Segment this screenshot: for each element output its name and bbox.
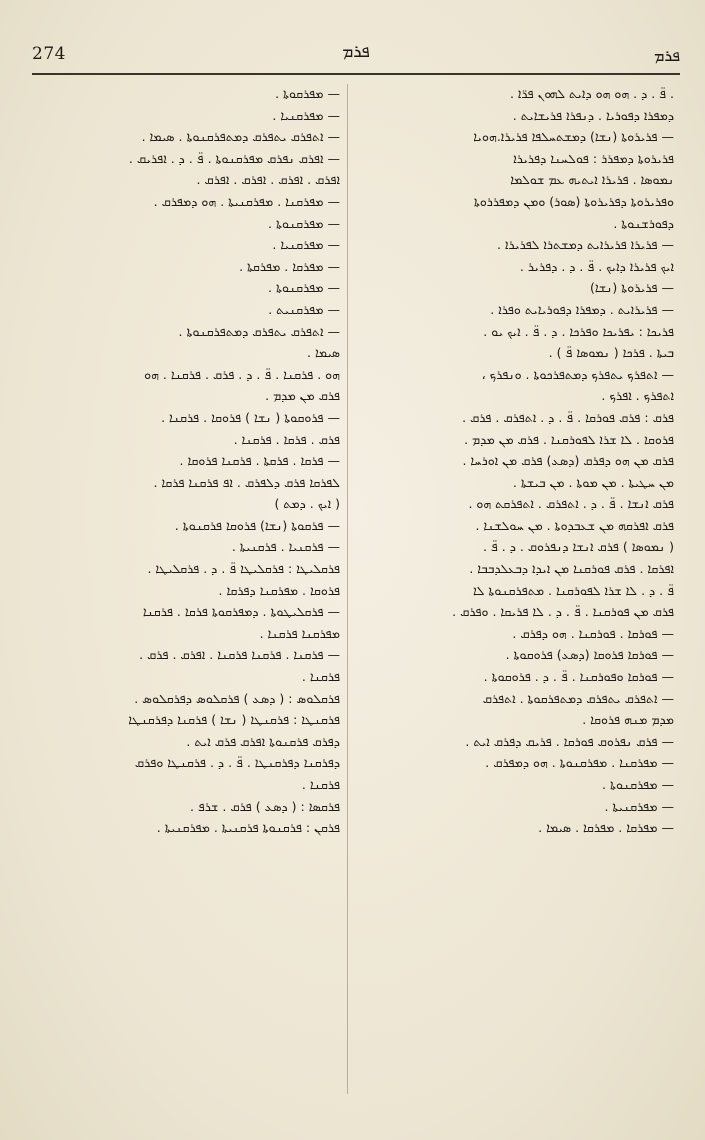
right-column-line: — ܦܘܪܩܐ . ܦܘܪܩܢܐ . ܗܘ ܕܦܪܩ . (512, 625, 674, 641)
right-column-line: — ܦܘܪܩܐ ܦܪܘܩܐ (ܕܣܥ) ܦܪܘܩܘܬܐ . (505, 647, 674, 663)
right-column-line: ܡܕܡ ܡܢܗ ܦܪܘܩܐ . (582, 712, 674, 728)
left-column-line: ܦܪܩܠܘܣ : ( ܕܣܥ ) ܦܪܩܠܘܣ ܕܦܪܩܠܘܣ . (134, 690, 340, 706)
column-divider (347, 84, 348, 1094)
right-column-line: ܐܦܪܩܐ . ܦܪܩ ܦܘܪܩܢܐ ܡܢ ܐܝܕܐ ܕܒܥܠܕܒܒܐ . (469, 561, 674, 577)
right-column-line: — ܡܦܪܩܐ . ܡܦܪܩܐ . ܣܝܡܐ . (538, 820, 674, 836)
left-column-line: ܕܦܪܩ ܦܪܩܢܘܬܐ ܐܦܪܩ ܦܪܩ ܐܝܬ . (186, 733, 340, 749)
right-column-line: ܢܡܘܣܐ . ܦܪܝܪܐ ܐܝܬܝܗ ܥܡ ܫܘܠܡܐ (510, 172, 674, 188)
right-column-line: ܦܪܩ : ܦܪܩ ܦܘܪܩܐ . ܦ̈ . ܕ . ܐܬܦܪܩ . ܦܪܩ . (462, 409, 674, 425)
left-column-line: — ܡܦܪܩܢܝܐ . (272, 237, 340, 253)
right-column-line: ܦܪܝܪܘܬܐ ܕܡܦܪܪ : ܦܘܠܚܢܐ ܕܦܪܝܪܐ (513, 150, 674, 166)
right-column-line: ( ܢܡܘܣܐ ) ܦܪܩ ܐܢܫܐ ܕܢܦܪܘܩ . ܕ . ܦ̈ . (482, 539, 674, 555)
right-column-line: ܦܪܩ ܡܢ ܦܘܪܩܢܐ . ܦ̈ . ܕ . ܠܐ ܦܪܝܩܐ . ܘܦܪܩ . (452, 604, 674, 620)
left-column-line: — ܦܪܩܐ . ܦܪܩܬܐ . ܦܪܩܢܐ ܦܪܘܩܐ . (179, 453, 340, 469)
left-column-line: ܦܪܩܠܝܛܐ : ܦܪܩܠܝܛܐ ܦ̈ . ܕ . ܦܪܩܠܝܛܐ . (147, 561, 340, 577)
left-column-line: — ܡܦܪܩܢܝܐ . (272, 107, 340, 123)
right-column-line: ܕܦܘܪܫܢܘܬܐ . (613, 215, 674, 231)
right-column-line: ܦܪܘܩܐ . ܠܐ ܫܪܐ ܠܦܘܪܩܢܐ . ܦܪܩ ܡܢ ܡܕܡ . (464, 431, 674, 447)
right-column-line: — ܡܦܪܩܢܘܬܐ . (602, 777, 674, 792)
left-column-line: — ܐܦܪܩ ܢܦܪܩ ܡܦܪܩܢܘܬܐ . ܦ̈ . ܕ . ܐܦܪܝܩ . (128, 150, 340, 166)
right-column-line: — ܦܪܩ ܢܦܪܘܩ ܦܘܪܩܐ . ܦܪܝܩ ܕܦܪܩ ܐܝܬ . (465, 733, 674, 749)
left-column-line: ܐܦܪܩ . ܐܦܪܩ . ܐܦܪܩ . ܐܦܪܩ . (196, 172, 340, 188)
left-column (28, 84, 340, 840)
left-column-line: ܣܝܡܐ . (307, 345, 340, 361)
center-running-word: ܦܪܡ (342, 42, 370, 62)
left-column-line: — ܡܦܪܩܢܘܬܐ . (268, 280, 340, 296)
left-column-line: — ܡܦܪܩܢܐ . ܡܦܪܩܢܝܬܐ . ܗܘ ܕܡܦܪܩ . (153, 193, 340, 209)
right-column-line: ܡܢ ܚܛܝܬܐ . ܡܢ ܡܘܬܐ . ܡܢ ܒܝܫܬܐ . (512, 474, 674, 490)
left-column-line: — ܦܪܘܩܘܬܐ ( ܢܫܐ ) ܦܪܘܩܐ . ܦܪܩܢܐ . (161, 409, 340, 425)
right-column-line: . ܦ̈ . ܕ . ܗܘ ܗܘ ܕܐܝܬ ܠܗܘܢ ܦܪ̈ܐ . (509, 86, 674, 101)
right-column-line: — ܦܘܪܩܐ ܘܦܘܪܩܢܐ . ܦ̈ . ܕ . ܦܪܘܩܘܬܐ . (483, 669, 674, 685)
left-column-line: ܗܘ . ܦܪܩܢܐ . ܦ̈ . ܕ . ܦܪܩ . ܦܪܩܢܐ . ܗܘ (144, 366, 340, 382)
right-column-line: — ܐܬܦܪܟ ܝܬܦܪܟ ܕܡܬܦܪܟܘܬܐ . ܘܢܦܪܟ ، (481, 366, 674, 382)
left-column-line: ܦܪܩܢܛܐ : ܦܪܩܢܛܐ ( ܢܫܐ ) ܦܪܩܢܐ ܕܦܪܩܢܛܐ (128, 712, 340, 728)
right-column-line: — ܐܬܦܪܩ ܝܬܦܪܩ ܕܡܬܦܪܩܘܬܐ . ܐܬܦܪܩ (482, 690, 674, 706)
left-column-line: — ܡܦܪܩܢܘܬܐ . (268, 215, 340, 231)
right-column-line: ܒܝܬܐ . ܦܪܟܐ ( ܢܡܘܣܐ ܦ̈ ) . (548, 345, 674, 361)
left-column-line: ܕܦܪܩܢܐ ܕܦܪܩܢܛܐ . ܦ̈ . ܕ . ܦܪܩܢܛܐ ܘܦܪܩ (134, 755, 340, 771)
right-column-line: ܦ̈ . ܕ . ܠܐ ܫܪܐ ܠܦܘܪܩܢܐ . ܡܬܦܪܩܢܘܬܐ ܠܐ (472, 582, 674, 598)
right-column-line: ܕܡܦܪܐ ܕܦܘܪܝܐ . ܕܢܦܪܐ ܦܪܝܫܐܝܬ . (512, 107, 674, 123)
page-number: 274 (32, 44, 66, 64)
right-column-line: — ܡܦܪܩܢܝܬܐ . (604, 798, 674, 814)
right-column-line: ܦܪܩ ܐܢܫܐ . ܦ̈ . ܕ . ܐܬܦܪܩ . ܐܬܦܪܩܬ ܗܘ . (468, 496, 674, 512)
running-head: ܦܪܡ (654, 46, 680, 65)
right-column-line: — ܦܪܝܪܘܬܐ (ܢܫܐ) (590, 280, 674, 296)
left-column-line: — ܐܬܦܪܩ ܝܬܦܪܩ ܕܡܬܦܪܩܢܘܬܐ . ܣܝܡܐ . (141, 129, 340, 145)
right-column-line: — ܦܪܝܪܐܝܬ . ܕܡܦܪܐ ܕܦܘܪܝܐܝܬ ܘܦܪܐ . (490, 301, 674, 317)
left-column-line: ܦܪܩܢܐ . (301, 777, 340, 792)
left-column-line: — ܡܦܪܩܐ . ܡܦܪܩܬܐ . (239, 258, 340, 274)
left-column-line: — ܡܦܪܩܘܬܐ . (275, 86, 340, 101)
right-column-line: ܦܪܩ ܡܢ ܗܘ ܕܦܪܩ (ܕܣܥ) ܦܪܩ ܡܢ ܐܘܪܚܐ . (462, 453, 674, 469)
right-column-line: ܦܪܝܟܐ : ܝܦܪܝܟܐ ܘܦܪܟܐ . ܕ . ܦ̈ . ܐܝܟ ܝܘ . (483, 323, 674, 339)
right-column-line: ܐܬܦܪܟ . ܐܦܪܟ . (601, 388, 674, 404)
left-column-line: ܦܪܩܣܐ : ( ܕܣܥ ) ܦܪܩ . ܫܪܦ . (189, 798, 340, 814)
left-column-line: ܦܪܩܢܐ . (301, 669, 340, 685)
right-column-line: ܘܦܪܝܪܘܬܐ ܕܦܪܝܪܘܬܐ (ܣܘܪ) ܘܡܢ ܕܡܦܪܪܘܬܐ (473, 193, 674, 209)
left-column-line: — ܦܪܩܘܬܐ (ܢܫܐ) ܦܪܘܩܐ ܦܪܩܢܘܬܐ . (174, 517, 340, 533)
left-column-line: ܠܦܪܩܐ ܦܪܩ ܕܠܦܪܩ . ܐܦ ܦܪܩܢܐ ܦܪܩܐ . (153, 474, 340, 490)
left-column-line: ܡܦܪܩܢܐ ܦܪܩܢܐ . (259, 625, 340, 641)
right-column-line: — ܡܦܪܩܢܐ . ܡܦܪܩܢܘܬܐ . ܗܘ ܕܡܦܪܩ . (485, 755, 674, 771)
page-header (32, 40, 680, 74)
right-column (362, 84, 674, 840)
left-column-line: ܦܪܩ ܡܢ ܡܕܡ . (265, 388, 340, 404)
header-rule (32, 73, 680, 75)
right-column-line: — ܦܪܝܪܐ ܦܪܝܪܐܝܬ ܕܡܫܬܪܐ ܠܦܪܝܪܐ . (497, 237, 674, 253)
left-column-line: — ܐܬܦܪܩ ܝܬܦܪܩ ܕܡܬܦܪܩܢܘܬܐ . (178, 323, 340, 339)
right-column-line: ܐܝܟ ܦܪܝܪܐ ܕܐܝܟ . ܦ̈ . ܕ . ܕܦܪܝܪ . (519, 258, 674, 274)
left-column-line: ( ܐܝܟ . ܕܡܬ ) (274, 496, 340, 512)
left-column-line: — ܦܪܩܢܐ . ܦܪܩܢܐ ܦܪܩܢܐ . ܐܦܪܩ . ܦܪܩ . (139, 647, 340, 663)
right-column-line: ܦܪܩ ܐܦܪܩܗ ܡܢ ܫܥܒܕܘܬܐ . ܡܢ ܚܘܠܫܢܐ . (475, 517, 674, 533)
right-column-line: — ܦܪܝܪܘܬܐ (ܢܫܐ) ܕܡܫܬܚܠܦܐ ܦܪܝܪܐ.ܗܘܝܐ (473, 129, 674, 145)
left-column-line: ܦܪܩ . ܦܪܩܐ . ܦܪܩܢܐ . (233, 431, 340, 447)
left-column-line: ܦܪܘܩܐ . ܡܦܪܩܢܐ ܕܦܪܩܐ . (218, 582, 340, 598)
left-column-line: — ܦܪܩܠܝܛܘܬܐ . ܕܡܦܪܩܘܬܐ ܦܪܩܐ . ܦܪܩܢܐ (142, 604, 340, 620)
left-column-line: — ܦܪܩܢܝܐ . ܦܪܩܢܝܬܐ . (231, 539, 340, 555)
left-column-line: — ܡܦܪܩܢܝܬ . (268, 301, 340, 317)
left-column-line: ܦܪܩܢ : ܦܪܩܢܘܬܐ ܦܪܩܢܝܬܐ . ܡܦܪܩܢܝܬܐ . (156, 820, 340, 836)
